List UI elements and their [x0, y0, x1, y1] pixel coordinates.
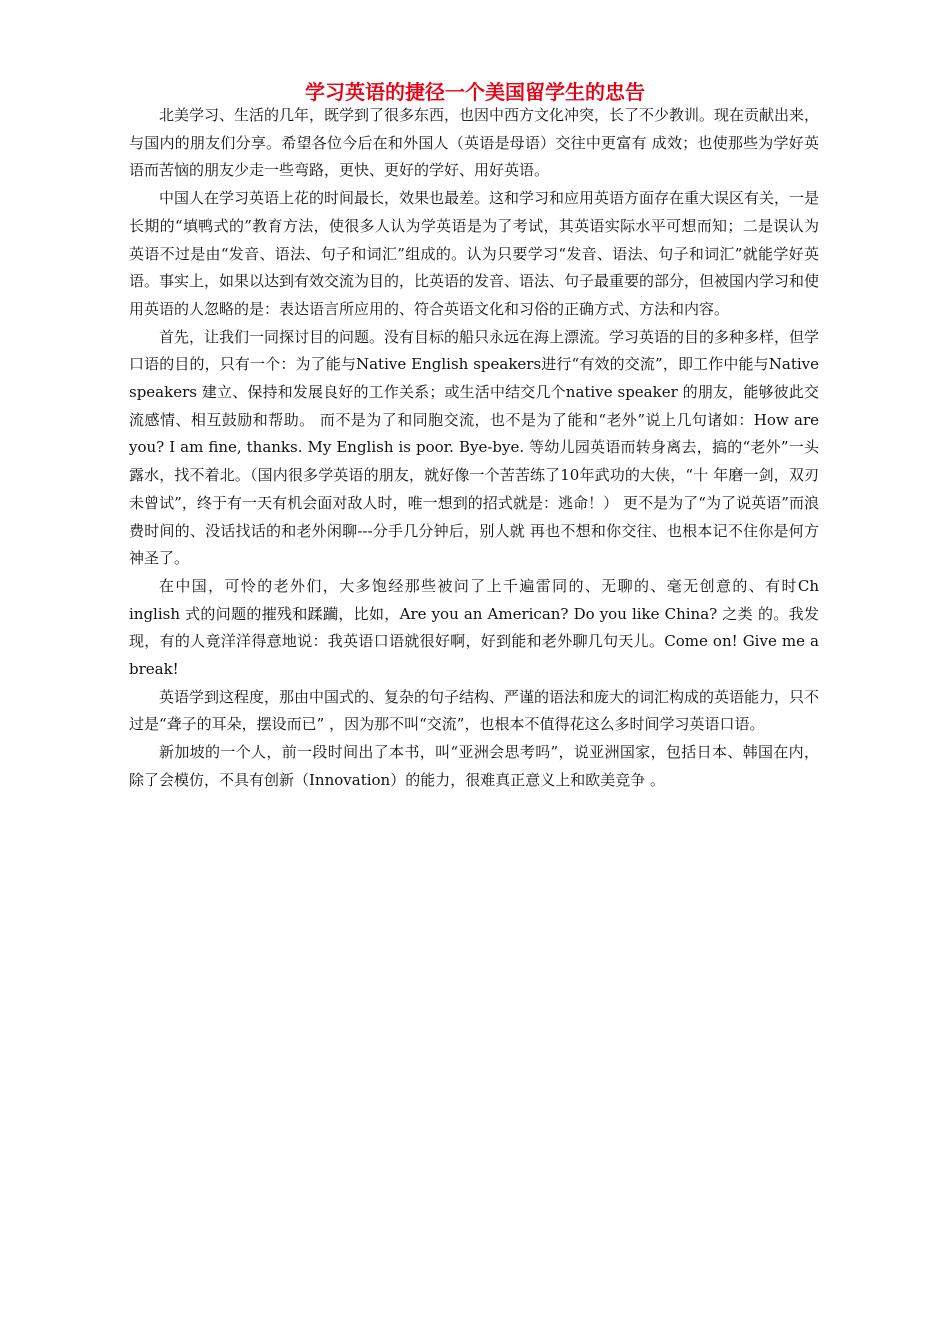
paragraph-5: 英语学到这程度，那由中国式的、复杂的句子结构、严谨的语法和庞大的词汇构成的英语能力，只不过是“聋子的耳朵，摆设而已” ，因为那不叫“交流”，也根本不值得花这么多时间学习英语口语。	[129, 687, 820, 734]
paragraph-2: 中国人在学习英语上花的时间最长，效果也最差。这和学习和应用英语方面存在重大误区有关，一是长期的“填鸭式的”教育方法，使很多人认为学英语是为了考试，其英语实际水平可想而知；二是误认为英语不过是由“发音、语法、句子和词汇”组成的。认为只要学习“发音、语法、句子和词汇”就能学好英语。事实上，如果以达到有效交流为目的，比英语的发音、语法、句子最重要的部分，但被国内学习和使用英语的人忽略的是：表达语言所应用的、符合英语文化和习俗的正确方式、方法和内容。	[129, 189, 820, 318]
document-body	[129, 102, 819, 795]
paragraph-1: 北美学习、生活的几年，既学到了很多东西，也因中西方文化冲突，长了不少教训。现在贡献出来，与国内的朋友们分享。希望各位今后在和外国人（英语是母语）交往中更富有 成效；也使那些为学好英语而苦恼的朋友少走一些弯路，更快、更好的学好、用好英语。	[129, 106, 820, 180]
paragraph-4: 在中国，可怜的老外们，大多饱经那些被问了上千遍雷同的、无聊的、毫无创意的、有时Ch inglish 式的问题的摧残和蹂躏，比如，Are you an American? Do you like China? 之类 的。我发现，有的人竟洋洋得意地说：我英语口语就很好啊，好到能和老外聊几句天儿。Come on! Give me a break!	[129, 576, 819, 679]
document-title: 学习英语的捷径一个美国留学生的忠告	[305, 80, 645, 104]
paragraph-6: 新加坡的一个人，前一段时间出了本书，叫“亚洲会思考吗”，说亚洲国家，包括日本、韩国在内，除了会模仿，不具有创新（Innovation）的能力，很难真正意义上和欧美竞争 。	[129, 743, 819, 789]
paragraph-3: 首先，让我们一同探讨目的问题。没有目标的船只永远在海上漂流。学习英语的目的多种多样，但学口语的目的，只有一个：为了能与Native English speakers进行“有效的交流”，即工作中能与Native speakers 建立、保持和发展良好的工作关系；或生活中结交几个native speaker 的朋友，能够彼此交流感情、相互鼓励和帮助。 而不是为了和同胞交流，也不是为了能和“老外”说上几句诸如：How are you? I am fine, thanks. My English is poor. Bye-bye. 等幼儿园英语而转身离去，搞的“老外”一头露水，找不着北。（国内很多学英语的朋友，就好像一个苦苦练了10年武功的大侠，“十 年磨一剑，双刃未曾试”，终于有一天有机会面对敌人时，唯一想到的招式就是：逃命！） 更不是为了“为了说英语”而浪费时间的、没话找话的和老外闲聊---分手几分钟后，别人就 再也不想和你交往、也根本记不住你是何方神圣了。	[129, 327, 820, 568]
